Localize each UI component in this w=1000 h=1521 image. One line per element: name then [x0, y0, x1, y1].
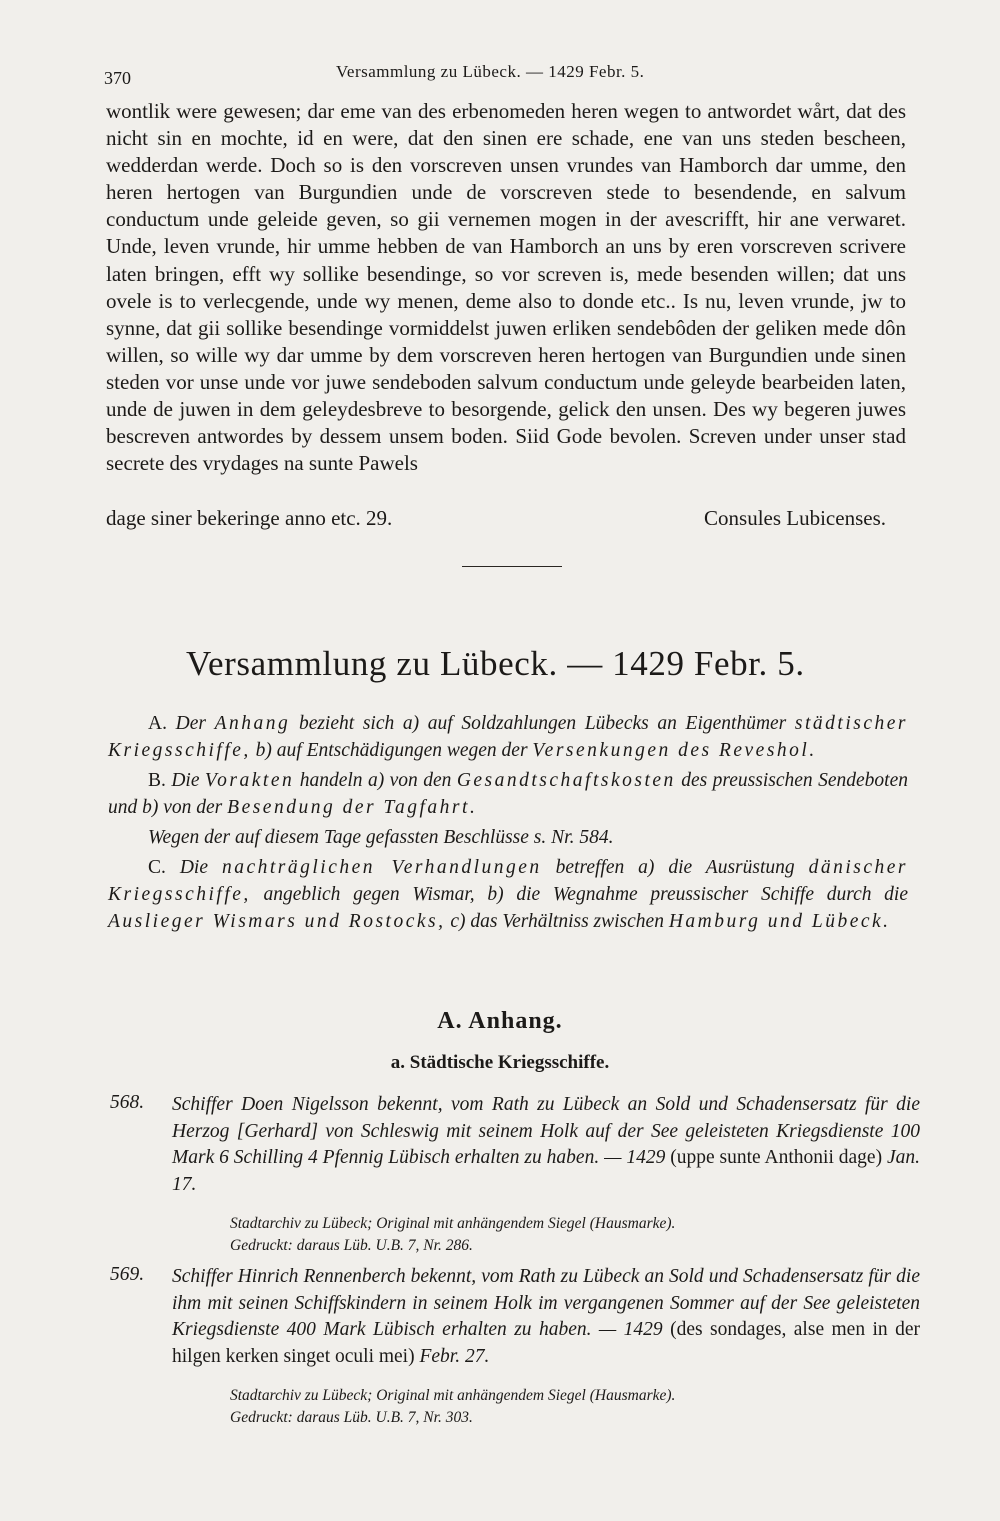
intro-text: c) das Verhältniss zwischen — [450, 911, 664, 932]
intro-text: angeblich gegen Wismar, b) die Wegnahme preussischer Schiffe durch die — [263, 884, 908, 905]
entry-printed: Gedruckt: daraus Lüb. U.B. 7, Nr. 303. — [230, 1408, 473, 1426]
entry-source — [230, 1385, 920, 1429]
entry-summary: Schiffer Hinrich Rennenberch bekennt, vom Rath zu Lübeck an Sold und Schadensersatz für die ihm mit seinen Schiffskindern in seinem Holk im vergangenen Sommer auf der See geleisteten Kriegsdienste 400 Mark Lübisch erhalten zu haben. — 1429 — [172, 1266, 920, 1341]
intro-text: Die — [171, 770, 200, 791]
entry-text — [172, 1092, 920, 1199]
letter-body: wontlik were gewesen; dar eme van des erbenomeden heren wegen to antwordet wårt, dat des nicht sin en mochte, id en were, dat den sinen ere schade, ene van uns steden bescheen, wedderdan werde. Doch so is den vorscreven unsen vrundes van Hamborch dar umme, den heren hertogen van Burgundien unde de vorscreven stede to besendende, en salvum conductum unde geleide geven, so gii vernemen mogen in der avescrifft, hir ane verwaret. Unde, leven vrunde, hir umme hebben de van Hamborch an uns by eren vorscreven scrivere laten bringen, efft wy sollike besendinge, so vor screven is, mede besenden willen; dat uns ovele is to verlecgende, unde wy menen, deme also to donde etc.. Is nu, leven vrunde, jw to synne, dat gii sollike besendinge vormiddelst juwen erliken sendebôden der geliken mede dôn willen, so wille wy dar umme by dem vorscreven heren hertogen van Burgundien unde sinen steden vor unse unde vor juwe sendeboden salvum conductum unde geleyde bearbeiden laten, unde de juwen in dem geleydesbreve to besorgende, gelick den unsen. Des wy begeren juwes bescreven antwordes by dessem unsem boden. Siid Gode bevolen. Screven under unser stad secrete des vrydages na sunte Pawels — [106, 99, 906, 476]
entry-archive: Stadtarchiv zu Lübeck; Original mit anhängendem Siegel (Hausmarke). — [230, 1386, 676, 1404]
intro-spaced-term: Anhang — [214, 713, 291, 734]
entry-summary: Schiffer Doen Nigelsson bekennt, vom Rath zu Lübeck an Sold und Schadensersatz für die Herzog [Gerhard] von Schleswig mit seinem Holk auf der See geleisteten Kriegsdienste 100 Mark 6 Schilling 4 Pfennig Lübisch erhalten zu haben. — 1429 — [172, 1094, 920, 1169]
intro-text: b) auf Entschädigungen wegen der — [255, 740, 528, 761]
intro-paragraph-a — [108, 710, 908, 764]
entry-date-phrase: (uppe sunte Anthonii dage) — [670, 1147, 883, 1169]
intro-label-c: C. — [148, 857, 166, 878]
section-divider — [462, 566, 562, 567]
intro-paragraph-b-note: Wegen der auf diesem Tage gefassten Beschlüsse s. Nr. 584. — [148, 827, 614, 848]
entry-date-phrase: (des sondages, alse men in der hilgen kerken singet oculi mei) — [172, 1319, 920, 1368]
intro-spaced-term: Hamburg und Lübeck. — [668, 911, 891, 932]
letter-date-line: dage siner bekeringe anno etc. 29. — [106, 506, 393, 530]
entry-number: 568. — [110, 1092, 145, 1113]
intro-spaced-term: Auslieger Wismars und Rostocks, — [108, 911, 446, 932]
intro-spaced-term: städtischer Kriegsschiffe, — [108, 713, 909, 761]
intro-paragraph-b — [108, 767, 908, 821]
page-number: 370 — [104, 68, 131, 88]
intro-spaced-term: Versenkungen des Reveshol. — [532, 740, 817, 761]
entry-number: 569. — [110, 1264, 145, 1285]
section-title: Versammlung zu Lübeck. — 1429 Febr. 5. — [186, 644, 805, 683]
intro-spaced-term: nachträglichen Verhandlungen — [221, 857, 542, 878]
intro-label-a: A. — [148, 713, 167, 734]
intro-text: handeln a) von den — [299, 770, 452, 791]
entry-568 — [110, 1092, 920, 1257]
anhang-subheading: a. Städtische Kriegsschiffe. — [390, 1052, 610, 1073]
letter-closing — [106, 506, 886, 531]
entry-date: Jan. 17. — [172, 1147, 921, 1196]
entry-569 — [110, 1264, 920, 1429]
intro-spaced-term: Vorakten — [204, 770, 295, 791]
intro-paragraph-c — [108, 854, 908, 935]
running-head — [104, 62, 904, 86]
section-introduction — [108, 710, 908, 938]
entry-date: Febr. 27. — [419, 1346, 490, 1368]
entry-printed: Gedruckt: daraus Lüb. U.B. 7, Nr. 286. — [230, 1236, 473, 1254]
running-title: Versammlung zu Lübeck. — 1429 Febr. 5. — [336, 62, 645, 81]
anhang-heading: A. Anhang. — [437, 1008, 563, 1034]
entry-archive: Stadtarchiv zu Lübeck; Original mit anhängendem Siegel (Hausmarke). — [230, 1214, 676, 1232]
intro-spaced-term: dänischer Kriegsschiffe, — [108, 857, 908, 905]
intro-text: bezieht sich a) auf Soldzahlungen Lübecks an Eigenthümer — [298, 713, 787, 734]
intro-text: des preussischen Sendeboten und b) von der — [108, 770, 908, 818]
letter-signature: Consules Lubicenses. — [704, 506, 886, 530]
intro-text: Die — [179, 857, 208, 878]
entry-text — [172, 1264, 920, 1371]
entry-source — [230, 1213, 920, 1257]
intro-label-b: B. — [148, 770, 166, 791]
intro-text: Der — [175, 713, 206, 734]
intro-spaced-term: Gesandtschaftskosten — [456, 770, 676, 791]
intro-spaced-term: Besendung der Tagfahrt. — [227, 797, 478, 818]
intro-text: betreffen a) die Ausrüstung — [555, 857, 795, 878]
